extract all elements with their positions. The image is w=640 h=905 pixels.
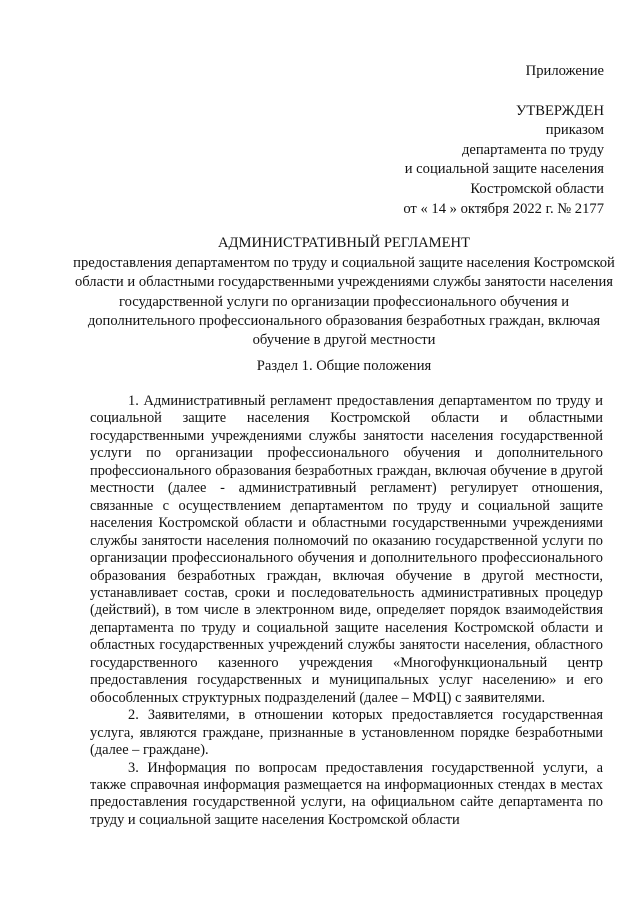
document-body [90,393,603,829]
department-label: департамента по труду [461,141,604,158]
regulation-title-block [72,234,616,350]
approval-block [403,62,604,219]
order-label: приказом [545,122,604,139]
annex-label: Приложение [525,63,604,79]
regulation-title: АДМИНИСТРАТИВНЫЙ РЕГЛАМЕНТ [217,235,471,251]
order-date-number: от « 14 » октября 2022 г. № 2177 [403,200,604,217]
department-label-cont: и социальной защите населения [404,161,604,178]
paragraph-3: 3. Информация по вопросам предоставления государственной услуги, а также справочная информация размещается на информационных стендах в местах предоставления государственной услуги, на официальном сайте департамента по труду и социальной защите населения Костромской области [90,759,603,828]
paragraph-1: 1. Административный регламент предоставления департаментом по труду и социальной защите населения Костромской области и областными государственными учреждениями службы занятости населения государственной услуги по организации профессионального обучения и дополнительного профессионального образования безработных граждан, включая обучение в другой местности (далее - административный регламент) регулирует отношения, связанные с осуществлением департаментом по труду и социальной защите населения Костромской области и областными государственными учреждениями службы занятости населения полномочий по оказанию государственной услуги по организации профессионального обучения и дополнительного профессионального образования безработных граждан, включая обучение в другой местности, устанавливает состав, сроки и последовательность административных процедур (действий), в том числе в электронном виде, определяет порядок взаимодействия департамента по труду и социальной защите населения Костромской области и областных государственных учреждений службы занятости населения, областного государственного казенного учреждения «Многофункциональный центр предоставления государственных и муниципальных услуг населению» и его обособленных структурных подразделений (далее – МФЦ) с заявителями. [90,393,603,706]
approved-label: УТВЕРЖДЕН [516,102,604,119]
section-heading: Раздел 1. Общие положения [256,358,432,374]
paragraph-2: 2. Заявителями, в отношении которых предоставляется государственная услуга, являются граждане, признанные в установленном порядке безработными (далее – граждане). [90,707,603,759]
regulation-subtitle: предоставления департаментом по труду и социальной защите населения Костромской области и областными государственными учреждениями службы занятости населения государственной услуги по организации профессионального обучения и дополнительного профессионального образования безработных граждан, включая обучение в другой местности [73,255,615,349]
region-label: Костромской области [470,180,604,197]
